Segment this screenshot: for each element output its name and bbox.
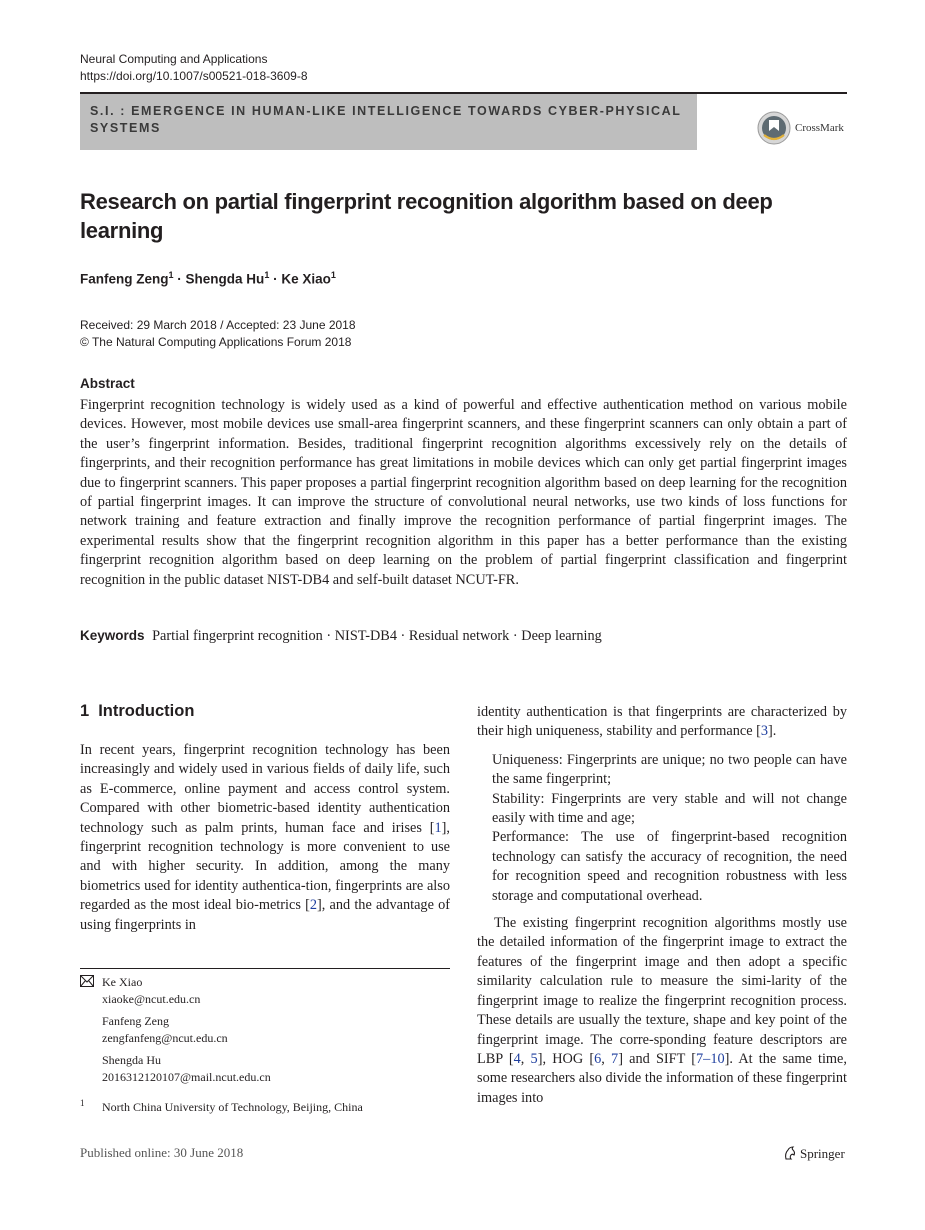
contact-name: Shengda Hu [102, 1053, 161, 1067]
body-text: ], fingerprint recognition technology is more convenient to use and with higher security. In addition, among the many biometrics used for identity authentica-tion, fingerprints are also regarded as the most ideal bio-metrics [ [80, 819, 450, 914]
body-text: ] and SIFT [ [618, 1050, 697, 1067]
citation-link[interactable]: 7–10 [696, 1050, 725, 1067]
keywords-list: Partial fingerprint recognition · NIST-DB4 · Residual network · Deep learning [152, 628, 602, 644]
author-separator: · [177, 271, 182, 287]
citation-link[interactable]: 3 [760, 723, 769, 740]
list-item: Uniqueness: Fingerprints are unique; no two people can have the same fingerprint; [492, 751, 847, 788]
citation-link[interactable]: 6 [594, 1050, 602, 1067]
doi-link[interactable]: https://doi.org/10.1007/s00521-018-3609-8 [80, 69, 308, 83]
affiliation-mark: 1 [80, 1098, 85, 1108]
body-text: ]. At the same time, some researchers also divide the information of these fingerprint images into [477, 1050, 847, 1106]
copyright-notice: © The Natural Computing Applications Forum 2018 [80, 335, 352, 349]
body-text: ], HOG [ [537, 1050, 595, 1067]
contact-entry [80, 1052, 450, 1085]
contact-email[interactable]: xiaoke@ncut.edu.cn [102, 991, 201, 1006]
contact-name: Ke Xiao [102, 975, 143, 989]
body-text: ], and the advantage of using fingerprints in [80, 897, 450, 933]
publisher-logo [783, 1146, 845, 1162]
abstract-heading: Abstract [80, 376, 135, 391]
contact-email[interactable]: 2016312120107@mail.ncut.edu.cn [102, 1069, 271, 1084]
citation-link[interactable]: 2 [309, 897, 318, 914]
body-text: , [520, 1050, 531, 1067]
list-item: Stability: Fingerprints are very stable and will not change easily with time and age; [492, 790, 847, 827]
affiliation [80, 1099, 450, 1116]
body-text: The existing fingerprint recognition algorithms mostly use the detailed information of the fingerprint image to extract the features of the fingerprint image and then adopt a specific similarity calculation rule to measure the simi-larity of the fingerprint image to realize the fingerprint recognition process. These details are usually the texture, shape and key point of the fingerprint image. The corre-sponding feature descriptors are LBP [ [477, 915, 847, 1067]
author-contacts [80, 974, 450, 1116]
body-text: identity authentication is that fingerprints are characterized by their high uniqueness, stability and performance [ [477, 704, 847, 740]
section-title: Introduction [98, 702, 195, 720]
publication-dates [80, 317, 356, 351]
affiliation-mark: 1 [264, 270, 270, 280]
special-issue-banner [80, 94, 697, 150]
contact-name: Fanfeng Zeng [102, 1014, 169, 1028]
published-online-date: Published online: 30 June 2018 [80, 1145, 244, 1160]
citation-link[interactable]: 1 [434, 819, 442, 836]
list-item: Performance: The use of fingerprint-based recognition technology can satisfy the accuracy of recognition, the need for recognition speed and recognition robustness with less storage and computational overhead. [492, 829, 847, 904]
citation-link[interactable]: 5 [530, 1050, 538, 1067]
section-heading [80, 702, 194, 721]
citation-link[interactable]: 7 [611, 1050, 619, 1067]
crossmark-badge[interactable] [757, 111, 847, 147]
special-issue-label: S.I. : EMERGENCE IN HUMAN-LIKE INTELLIGENCE TOWARDS CYBER-PHYSICAL SYSTEMS [90, 104, 682, 135]
body-text: In recent years, fingerprint recognition technology has been increasingly and widely used in various fields of daily life, such as E-commerce, online payment and access control system. Compared with other biometric-based identity authentication technology such as palm prints, human face and irises [ [80, 742, 450, 836]
author-name[interactable]: Shengda Hu [185, 271, 265, 287]
publisher-name: Springer [800, 1146, 845, 1161]
paper-title: Research on partial fingerprint recognition algorithm based on deep learning [80, 189, 773, 243]
affiliation-mark: 1 [330, 270, 336, 280]
author-name[interactable]: Ke Xiao [281, 271, 331, 287]
body-text: , [601, 1050, 612, 1067]
citation-link[interactable]: 4 [513, 1050, 521, 1067]
property-list [492, 751, 847, 906]
section-number: 1 [80, 702, 90, 720]
affiliation-text: North China University of Technology, Beijing, China [102, 1100, 363, 1114]
received-accepted-dates: Received: 29 March 2018 / Accepted: 23 June 2018 [80, 318, 356, 332]
footnote-rule [80, 968, 450, 969]
journal-header [80, 51, 308, 85]
intro-right-column [477, 703, 847, 1108]
author-separator: · [273, 271, 278, 287]
body-text: ]. [768, 723, 777, 740]
keywords-heading: Keywords [80, 628, 145, 643]
springer-horse-icon [783, 1146, 797, 1160]
envelope-icon [80, 975, 94, 987]
affiliation-mark: 1 [168, 270, 174, 280]
author-name[interactable]: Fanfeng Zeng [80, 271, 169, 287]
author-list [80, 270, 336, 287]
contact-entry [80, 974, 450, 1007]
crossmark-icon [757, 111, 791, 145]
paragraph [477, 914, 847, 1108]
journal-name: Neural Computing and Applications [80, 52, 268, 66]
contact-email[interactable]: zengfanfeng@ncut.edu.cn [102, 1030, 228, 1045]
intro-left-column [80, 741, 450, 935]
abstract-text: Fingerprint recognition technology is widely used as a kind of powerful and effective authentication method on various mobile devices. However, most mobile devices use small-area fingerprint scanners, and these fingerprint scanners can only obtain a part of the user’s fingerprint information. Besides, traditional fingerprint recognition algorithms excessively rely on the details of fingerprints, and their recognition performance has great limitations in mobile devices which can only get partial fingerprint images due to fingerprint scanners. This paper proposes a partial fingerprint recognition algorithm based on deep learning for the recognition of partial fingerprint images. It can improve the structure of convolutional neural networks, use two kinds of loss functions for network training and feature extraction and finally improve the recognition performance of partial fingerprint images. The experimental results show that the fingerprint recognition algorithm in this paper has a better performance than the existing fingerprint recognition algorithm based on deep learning on the problem of partial fingerprint classification and fingerprint recognition in the public dataset NIST-DB4 and self-built dataset NCUT-FR. [80, 397, 847, 588]
contact-entry [80, 1013, 450, 1046]
paragraph [477, 703, 847, 742]
crossmark-label: CrossMark [795, 122, 844, 134]
keywords [80, 628, 847, 645]
